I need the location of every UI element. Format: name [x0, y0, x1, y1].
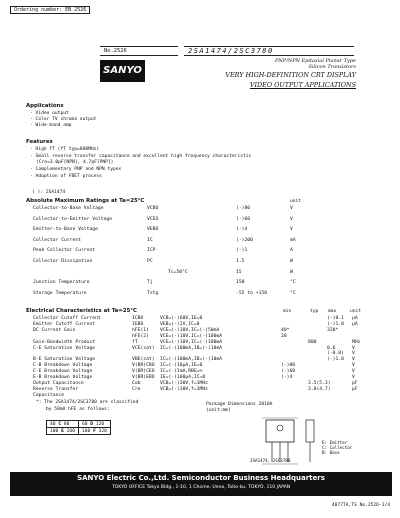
- char-typ: 800: [308, 339, 317, 345]
- char-condition: VCE=(-)10V,IC=(-)100mA: [160, 333, 223, 339]
- char-condition: VCB=(-)30V,f=1MHz: [160, 380, 208, 386]
- rating-name: Collector Current: [33, 237, 81, 243]
- char-min: 40*: [281, 327, 290, 333]
- table-row: [47, 421, 111, 428]
- classification-note-1: *: The 2SA1474/2SC3780 are classified: [36, 400, 139, 405]
- rating-symbol: Tstg: [147, 290, 159, 296]
- part-numbers: 2SA1474/2SC3780: [184, 46, 354, 56]
- char-max: (-)1.0: [327, 357, 344, 363]
- subtitle-type: PNP/NPN Epitaxial Planar Type: [275, 58, 356, 64]
- char-unit: V: [352, 345, 355, 351]
- rating-unit: W: [290, 269, 293, 275]
- char-name: C-E Breakdown Voltage: [33, 369, 93, 375]
- char-max: 320*: [327, 327, 339, 333]
- char-name: Capacitance: [33, 392, 65, 398]
- char-name: Collector Cutoff Current: [33, 316, 101, 321]
- ordering-number: Ordering number: EN 2526: [10, 6, 90, 14]
- rating-name: Emitter-to-Base Voltage: [33, 227, 98, 233]
- char-symbol: V(BR)EBO: [132, 375, 155, 380]
- char-name: DC Current Gain: [33, 327, 76, 333]
- applications-heading: Applications: [26, 103, 64, 109]
- rating-value: (-)200: [236, 237, 253, 243]
- title-line-1: VERY HIGH-DEFINITION CRT DISPLAY: [225, 71, 356, 79]
- rating-value: 15: [236, 269, 242, 275]
- document-number: No.2526: [100, 46, 178, 56]
- application-item: · Wide-band amp: [30, 123, 72, 128]
- char-name: B-E Saturation Voltage: [33, 357, 96, 363]
- char-max: (-0.8): [327, 351, 344, 357]
- char-name: Emitter Cutoff Current: [33, 321, 96, 327]
- char-condition: VCE=(-)10V,IC=(-)100mA: [160, 339, 223, 345]
- char-symbol: hFE(2): [132, 333, 149, 339]
- mounting-hole: [277, 425, 283, 431]
- rank-cell: 60 D 120: [78, 421, 110, 428]
- char-name: Gain-Bandwidth Product: [33, 339, 96, 345]
- char-symbol: Cob: [132, 380, 141, 386]
- rating-value: -55 to +150: [236, 290, 268, 296]
- rating-symbol: VCBO: [147, 206, 159, 211]
- char-symbol: V(BR)CBO: [132, 363, 155, 369]
- char-symbol: Cre: [132, 386, 141, 392]
- rating-symbol: VEBO: [147, 227, 159, 233]
- rating-unit: V: [290, 206, 293, 211]
- feature-item: (Cre=3.0pF[NPN], 4.7pF[PNP]): [36, 160, 114, 165]
- rating-value: 150: [236, 280, 245, 286]
- char-name: C-B Breakdown Voltage: [33, 363, 93, 369]
- elec-heading: Electrical Characteristics at Ta=25°C: [26, 308, 137, 314]
- rating-unit: mA: [290, 237, 296, 243]
- pnp-note: ( ): 2SA1474: [32, 190, 66, 195]
- char-condition: IC=(-)10μA,IE=0: [160, 363, 203, 369]
- rating-name: Collector Dissipation: [33, 259, 93, 264]
- rating-value: 1.5: [236, 259, 245, 264]
- rank-cell: 100 E 200: [47, 428, 79, 435]
- rating-value: (-)80: [236, 206, 251, 211]
- feature-item: · Complementary PNP and NPN types: [30, 167, 122, 172]
- doc-code: 4077TA,TS No.2526-1/4: [331, 503, 390, 508]
- abs-max-heading: Absolute Maximum Ratings at Ta=25°C: [26, 198, 145, 204]
- char-condition: VEB=(-)2V,IC=0: [160, 321, 200, 327]
- elec-col-max: max: [328, 309, 337, 314]
- char-unit: V: [352, 363, 355, 369]
- rating-symbol: ICP: [147, 248, 156, 254]
- footer-banner: [10, 472, 392, 496]
- rating-symbol: VCEO: [147, 216, 159, 222]
- rating-unit: A: [290, 248, 293, 254]
- char-condition: VCE=(-)10V,IC=(-)50mA: [160, 327, 220, 333]
- rating-symbol: PC: [147, 259, 153, 264]
- package-legend: [322, 440, 352, 455]
- char-max: 0.6: [327, 345, 336, 351]
- rating-name: Storage Temperature: [33, 290, 87, 296]
- legend-item: B: Base: [322, 450, 340, 455]
- elec-col-unit: unit: [350, 309, 362, 314]
- char-symbol: hFE(1): [132, 327, 149, 333]
- abs-unit-header: unit: [290, 199, 302, 204]
- char-condition: IC=(-)100mA,IB=(-)10mA: [160, 357, 223, 363]
- rating-name: Collector-to-Emitter Voltage: [33, 216, 113, 222]
- feature-item: · Adoption of FBET process: [30, 174, 102, 179]
- rating-name: Peak Collector Current: [33, 248, 96, 254]
- classification-note-2: by 50mA hFE as follows:: [46, 407, 110, 412]
- char-symbol: IEBO: [132, 321, 144, 327]
- char-unit: V: [352, 351, 355, 357]
- rating-unit: °C: [290, 290, 296, 296]
- char-name: C-E Saturation Voltage: [33, 345, 96, 351]
- char-name: Reverse Transfer: [33, 386, 79, 392]
- package-unit: (unit:mm): [206, 408, 231, 413]
- footer-address: TOKYO OFFICE Tokyo Bldg., 1-10, 1 Chome, Ueno, Taito-ku, TOKYO, 110 JAPAN: [111, 485, 291, 490]
- legend-item: C: Collector: [322, 445, 353, 450]
- char-symbol: VBE(sat): [132, 357, 155, 363]
- legend-item: E: Emitter: [322, 440, 348, 445]
- char-typ: 3.5(5.3): [308, 380, 331, 386]
- application-item: · Color TV chroma output: [30, 117, 97, 122]
- table-row: [47, 428, 111, 435]
- rating-unit: °C: [290, 280, 296, 286]
- rank-cell: 40 C 80: [47, 421, 79, 428]
- char-max: (-)1.0: [327, 321, 344, 327]
- char-unit: pF: [352, 380, 358, 386]
- char-min: (-)80: [281, 363, 296, 369]
- char-unit: V: [352, 357, 355, 363]
- package-code: 2SA1474, 2SC3780: [250, 458, 291, 463]
- feature-item: · High fT (fT typ=800MHz): [30, 147, 100, 152]
- rating-unit: W: [290, 259, 293, 264]
- char-unit: MHz: [352, 339, 361, 345]
- char-unit: pF: [352, 386, 358, 392]
- char-condition: VCB=(-)30V,f=1MHz: [160, 386, 208, 392]
- char-symbol: VCE(sat): [132, 345, 155, 351]
- rating-symbol: Tj: [147, 280, 153, 286]
- char-symbol: fT: [132, 339, 138, 345]
- features-heading: Features: [26, 139, 53, 145]
- char-min: (-)60: [281, 369, 296, 375]
- char-name: Output Capacitance: [33, 380, 84, 386]
- subtitle-silicon: Silicon Transistors: [308, 64, 356, 70]
- title-line-2: VIDEO OUTPUT APPLICATIONS: [249, 81, 356, 89]
- rating-unit: V: [290, 227, 293, 233]
- rating-name: Junction Temperature: [33, 280, 90, 286]
- application-item: · Video output: [30, 111, 69, 116]
- package-side-view: [306, 420, 314, 442]
- rating-name: Collector-to-Base Voltage: [33, 206, 104, 211]
- footer-company: SANYO Electric Co.,Ltd. Semiconductor Business Headquarters: [77, 474, 325, 482]
- char-unit: μA: [352, 321, 358, 327]
- rating-value: (-)4: [236, 227, 248, 233]
- char-condition: IC=(-)100mA,IB=(-)10mA: [160, 345, 223, 351]
- char-max: (-)0.1: [327, 316, 344, 321]
- char-condition: VCB=(-)60V,IE=0: [160, 316, 203, 321]
- feature-item: · Small reverse transfer capacitance and excellent high frequency characteristic: [30, 154, 252, 159]
- char-unit: V: [352, 369, 355, 375]
- char-name: E-B Breakdown Voltage: [33, 375, 93, 380]
- char-condition: IC=(-)1mA,RBE=∞: [160, 369, 203, 375]
- rating-symbol: IC: [147, 237, 153, 243]
- sanyo-logo: SANYO: [100, 60, 145, 82]
- char-unit: V: [352, 375, 355, 380]
- rating-unit: V: [290, 216, 293, 222]
- elec-col-min: min: [283, 309, 292, 314]
- char-min: (-)4: [281, 375, 293, 380]
- elec-col-typ: typ: [310, 309, 319, 314]
- char-symbol: V(BR)CEO: [132, 369, 155, 375]
- rank-cell: 160 F 320: [78, 428, 110, 435]
- package-title: Package Dimensions 2010A: [206, 402, 273, 407]
- hfe-rank-table: [46, 420, 111, 435]
- char-condition: IE=(-)100μA,IC=0: [160, 375, 206, 380]
- char-unit: μA: [352, 316, 358, 321]
- rating-value: (-)1: [236, 248, 248, 254]
- char-min: 20: [281, 333, 287, 339]
- char-symbol: ICBO: [132, 316, 144, 321]
- char-typ: 3.0(4.7): [308, 386, 331, 392]
- rating-condition: Tc=50°C: [168, 269, 188, 275]
- rating-value: (-)60: [236, 216, 251, 222]
